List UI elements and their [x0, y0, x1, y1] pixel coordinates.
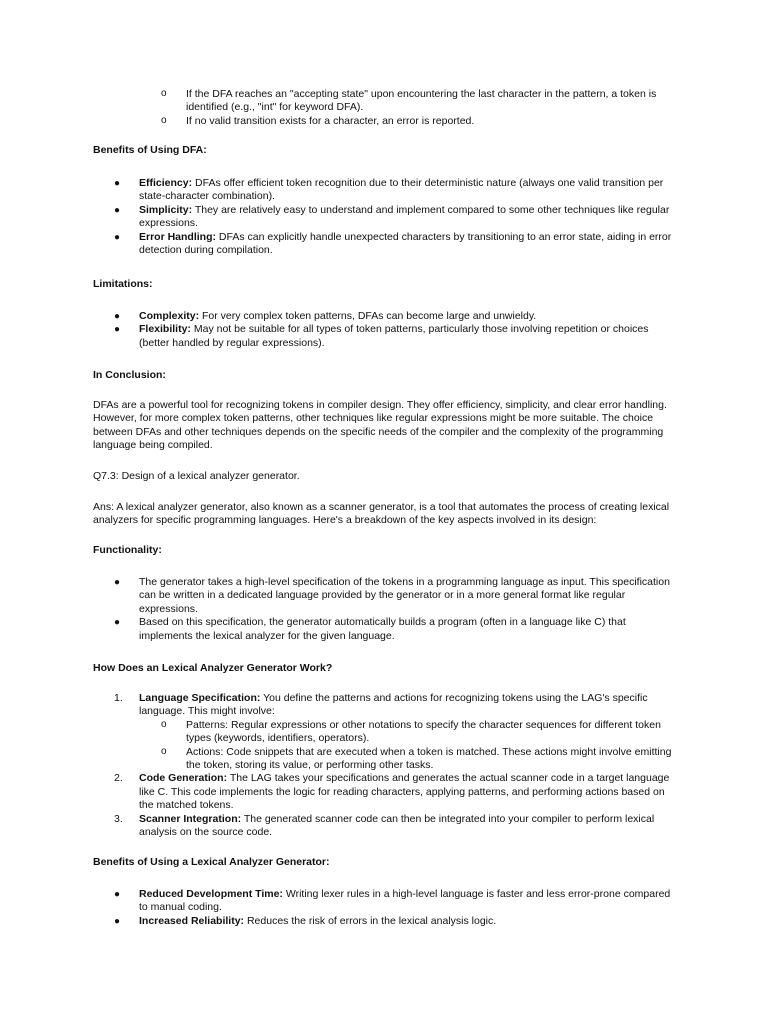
benefits-dfa-list — [93, 177, 673, 257]
circle-marker-icon: o — [161, 718, 167, 730]
list-item: o Patterns: Regular expressions or other notations to specify the character sequences for different token types (keywords, identifiers, operators). — [161, 718, 661, 745]
bullet-icon: ● — [114, 577, 121, 588]
bullet-icon: ● — [114, 889, 121, 900]
functionality-list — [93, 576, 673, 643]
bullet-icon: ● — [114, 324, 121, 336]
bullet-icon: ● — [114, 915, 121, 927]
limitations-list — [93, 310, 673, 350]
answer-paragraph: Ans: A lexical analyzer generator, also known as a scanner generator, is a tool that automates the process of creating lexical analyzers for specific programming languages. Here's a breakdown of the key aspects involved in its design: — [93, 501, 670, 527]
list-item: ● Simplicity: They are relatively easy to understand and implement compared to some other techniques like regular expressions. — [114, 203, 670, 230]
bullet-icon: ● — [114, 617, 121, 629]
list-item: ● The generator takes a high-level specification of the tokens in a programming language as input. This specification can be written in a dedicated language provided by the generator or in a more general format like regular expressions. — [114, 576, 670, 615]
limitations-heading: Limitations: — [93, 278, 153, 290]
list-item: ● Increased Reliability: Reduces the risk of errors in the lexical analysis logic. — [114, 914, 497, 927]
list-item: o If the DFA reaches an "accepting state" upon encountering the last character in the pattern, a token is identified (e.g., "int" for keyword DFA). — [161, 88, 657, 114]
bullet-icon: ● — [114, 231, 121, 243]
question-title: Q7.3: Design of a lexical analyzer generator. — [93, 470, 300, 482]
circle-marker-icon: o — [161, 88, 167, 99]
list-item: ● Error Handling: DFAs can explicitly handle unexpected characters by transitioning to an error state, aiding in error detection during compilation. — [114, 230, 672, 257]
list-item: ● Efficiency: DFAs offer efficient token recognition due to their deterministic nature (always one valid transition per state-character combination). — [114, 177, 664, 203]
how-works-heading: How Does an Lexical Analyzer Generator Work? — [93, 662, 333, 674]
list-item: o Actions: Code snippets that are executed when a token is matched. These actions might involve emitting the token, storing its value, or performing other tasks. — [161, 745, 672, 772]
list-item: o If no valid transition exists for a character, an error is reported. — [161, 114, 475, 127]
conclusion-paragraph: DFAs are a powerful tool for recognizing tokens in compiler design. They offer efficiency, simplicity, and clear error handling. However, for more complex token patterns, other techniques like regular expressions might be more suitable. The choice between DFAs and other techniques depends on the specific needs of the compiler and the complexity of the programming language being compiled. — [93, 399, 667, 452]
list-item: ● Flexibility: May not be suitable for all types of token patterns, particularly those involving repetition or choices (better handled by regular expressions). — [114, 323, 649, 349]
bullet-icon: ● — [114, 178, 121, 189]
list-item: ● Reduced Development Time: Writing lexer rules in a high-level language is faster and less error-prone compared to manual coding. — [114, 888, 671, 914]
circle-marker-icon: o — [161, 745, 167, 757]
benefits-dfa-heading: Benefits of Using DFA: — [93, 144, 207, 156]
bullet-icon: ● — [114, 204, 121, 216]
how-works-list — [93, 692, 673, 839]
circle-marker-icon: o — [161, 114, 167, 126]
list-item: ● Based on this specification, the generator automatically builds a program (often in a language like C) that implements the lexical analyzer for the given language. — [114, 616, 626, 642]
benefits-lag-list — [93, 888, 673, 928]
list-item: 1. Language Specification: You define the patterns and actions for recognizing tokens using the LAG's specific language. This might involve: — [114, 692, 648, 718]
bullet-icon: ● — [114, 311, 121, 322]
conclusion-heading: In Conclusion: — [93, 369, 166, 381]
list-item: ● Complexity: For very complex token patterns, DFAs can become large and unwieldy. — [114, 310, 537, 322]
benefits-lag-heading: Benefits of Using a Lexical Analyzer Generator: — [93, 856, 330, 868]
list-item: 2. Code Generation: The LAG takes your specifications and generates the actual scanner code in a target language like C. This code implements the logic for reading characters, applying patterns, and performing actions based on the matched tokens. — [114, 772, 670, 812]
top-subitems — [93, 88, 673, 128]
functionality-heading: Functionality: — [93, 544, 162, 556]
list-item: 3. Scanner Integration: The generated scanner code can then be integrated into your compiler to perform lexical analysis on the source code. — [114, 812, 655, 839]
